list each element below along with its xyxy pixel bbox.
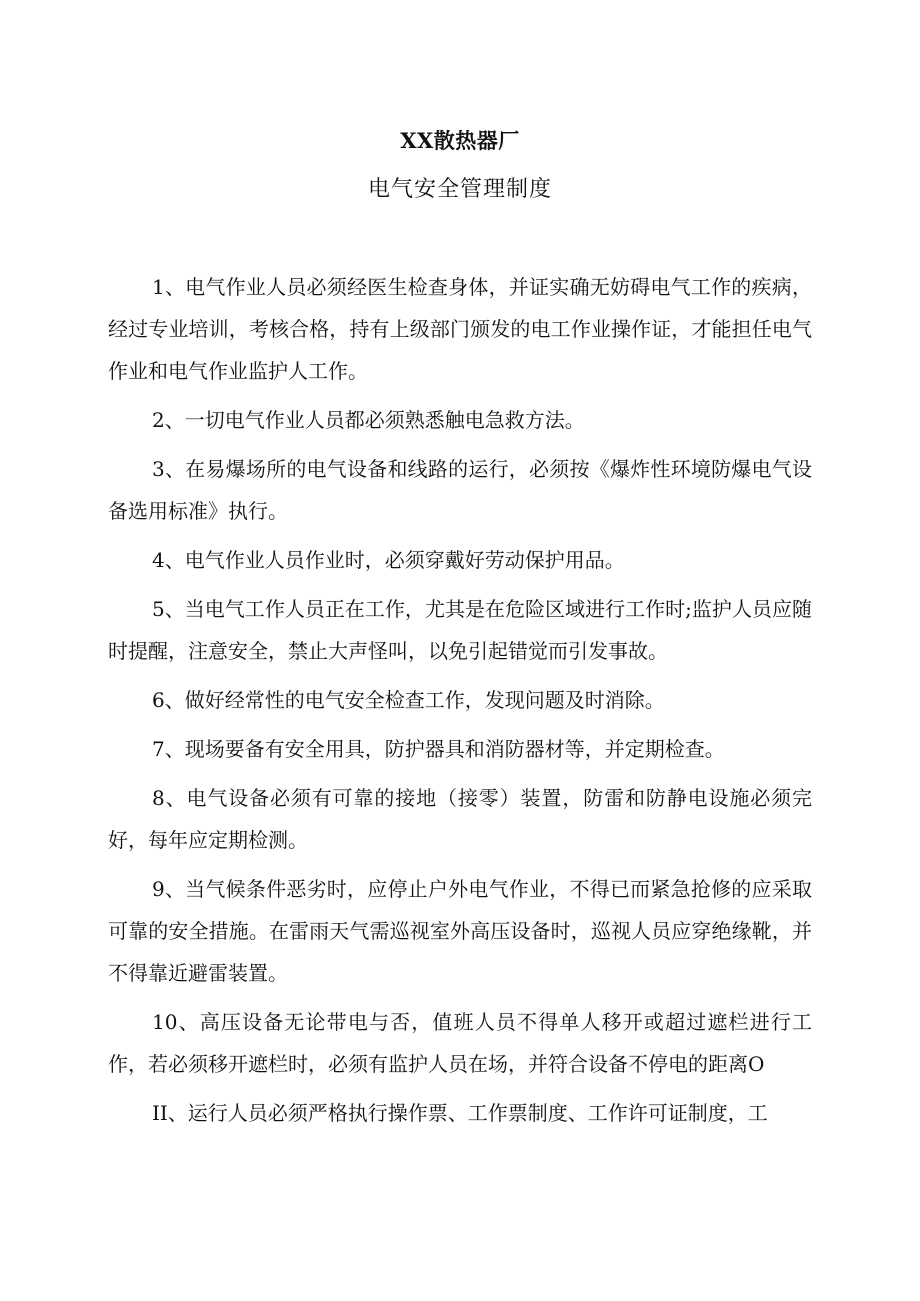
paragraph-6: 6、做好经常性的电气安全检查工作，发现问题及时消除。: [152, 688, 665, 712]
paragraph-1: 1、电气作业人员必须经医生检查身体，并证实确无妨碍电气工作的疾病，经过专业培训，考核合格，持有上级部门颁发的电工作业操作证，才能担任电气作业和电气作业监护人工作。: [108, 275, 812, 383]
paragraph-2: 2、一切电气作业人员都必须熟悉触电急救方法。: [152, 408, 585, 432]
paragraph-10: 10、高压设备无论带电与否，值班人员不得单人移开或超过遮栏进行工作，若必须移开遮栏时，必须有监护人员在场，并符合设备不停电的距离O: [108, 1010, 812, 1076]
document-body: [108, 266, 812, 1141]
paragraph-3: 3、在易爆场所的电气设备和线路的运行，必须按《爆炸性环境防爆电气设备选用标准》执行。: [108, 457, 812, 523]
document-title: 电气安全管理制度: [367, 177, 552, 202]
paragraph-4: 4、电气作业人员作业时，必须穿戴好劳动保护用品。: [152, 548, 625, 572]
paragraph-11: II、运行人员必须严格执行操作票、工作票制度、工作许可证制度，工: [152, 1101, 768, 1125]
paragraph-9: 9、当气候条件恶劣时，应停止户外电气作业，不得已而紧急抢修的应采取可靠的安全措施。在雷雨天气需巡视室外高压设备时，巡视人员应穿绝缘靴，并不得靠近避雷装置。: [108, 877, 812, 985]
company-title: XX散热器厂: [400, 128, 520, 153]
paragraph-8: 8、电气设备必须有可靠的接地（接零）装置，防雷和防静电设施必须完好，每年应定期检测。: [108, 786, 812, 852]
paragraph-5: 5、当电气工作人员正在工作，尤其是在危险区域进行工作时;监护人员应随时提醒，注意安全，禁止大声怪叫，以免引起错觉而引发事故。: [108, 597, 812, 663]
paragraph-7: 7、现场要备有安全用具，防护器具和消防器材等，并定期检查。: [152, 737, 725, 761]
